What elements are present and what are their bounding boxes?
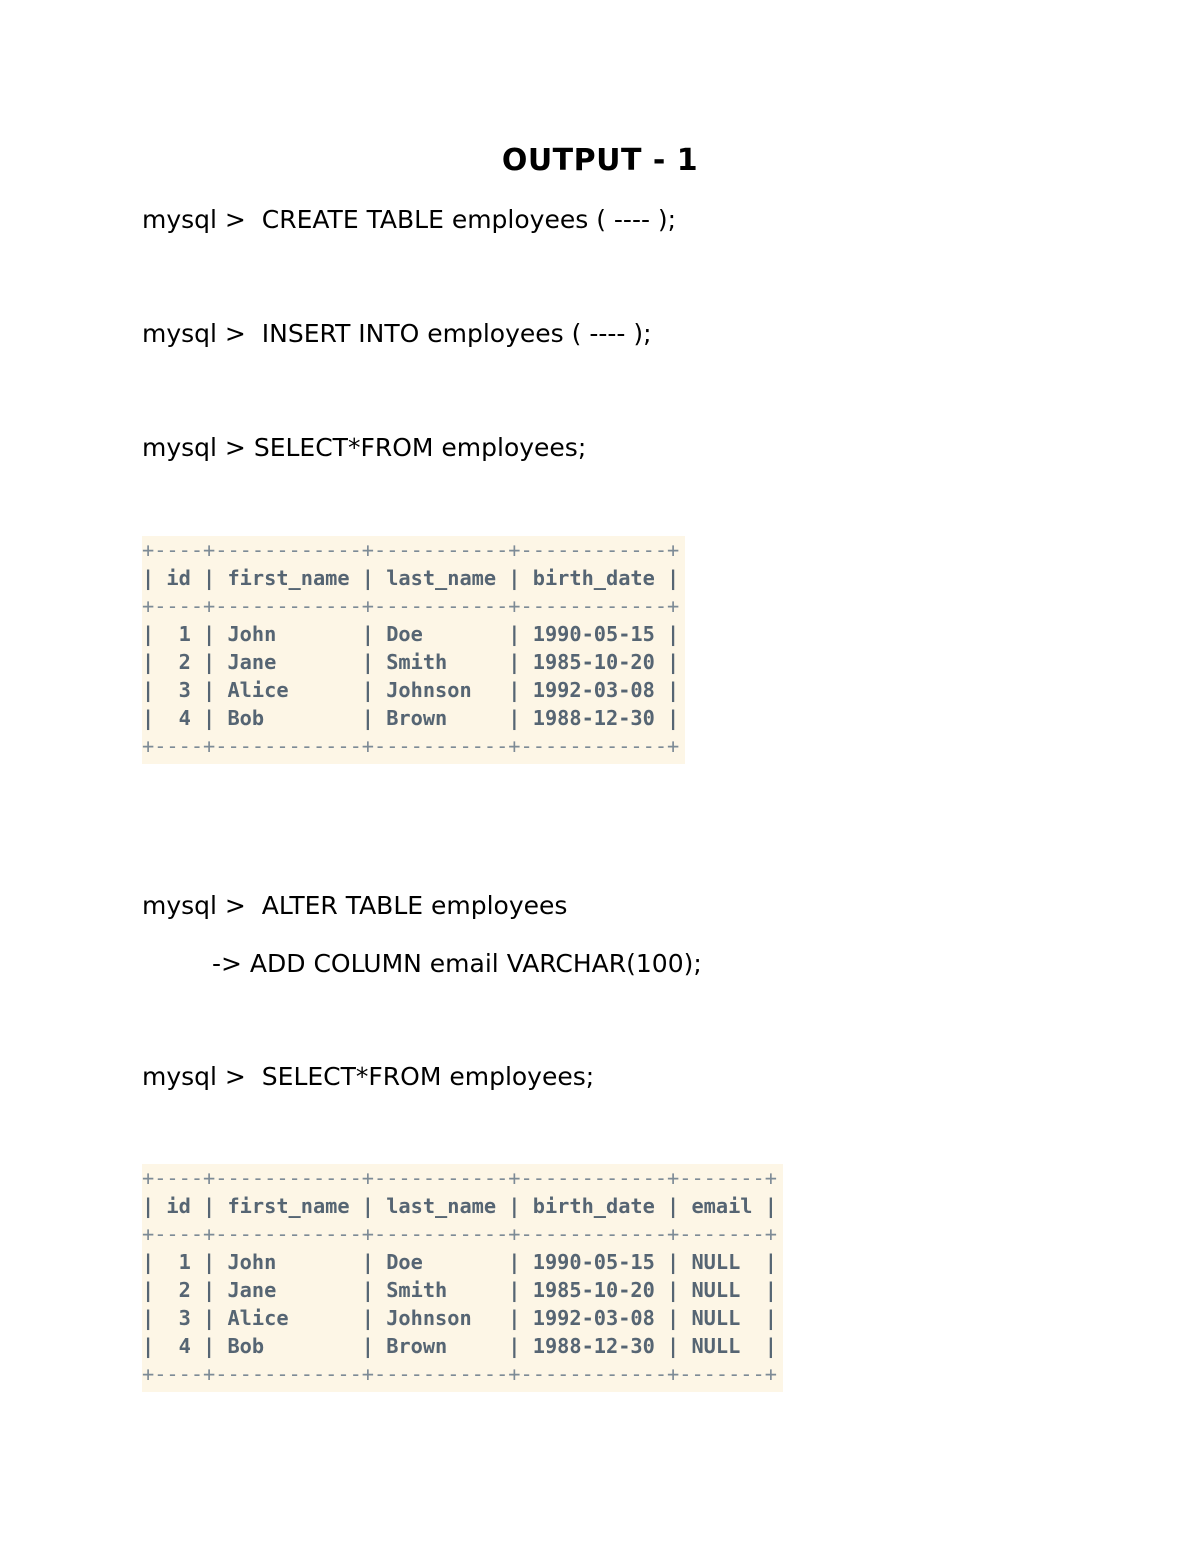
table-row: | 3 | Alice | Johnson | 1992-03-08 | NULL | xyxy=(142,1306,777,1330)
table-border: +----+------------+-----------+------------+ xyxy=(142,538,680,562)
table-row: | 1 | John | Doe | 1990-05-15 | NULL | xyxy=(142,1250,777,1274)
table-row: | 4 | Bob | Brown | 1988-12-30 | NULL | xyxy=(142,1334,777,1358)
add-column-command: -> ADD COLUMN email VARCHAR(100); xyxy=(212,949,702,978)
create-table-command: mysql > CREATE TABLE employees ( ---- ); xyxy=(142,205,677,234)
table-header: | id | first_name | last_name | birth_date | xyxy=(142,566,680,590)
result-table-1 xyxy=(142,536,685,764)
select-command-1: mysql > SELECT*FROM employees; xyxy=(142,433,587,462)
page-title: OUTPUT - 1 xyxy=(501,143,699,178)
insert-into-command: mysql > INSERT INTO employees ( ---- ); xyxy=(142,319,652,348)
table-border: +----+------------+-----------+------------+-------+ xyxy=(142,1166,777,1190)
table-border: +----+------------+-----------+------------+ xyxy=(142,734,680,758)
result-table-2 xyxy=(142,1164,783,1392)
table-row: | 1 | John | Doe | 1990-05-15 | xyxy=(142,622,680,646)
table-row: | 2 | Jane | Smith | 1985-10-20 | NULL | xyxy=(142,1278,777,1302)
table-row: | 4 | Bob | Brown | 1988-12-30 | xyxy=(142,706,680,730)
table-border: +----+------------+-----------+------------+-------+ xyxy=(142,1362,777,1386)
table-row: | 3 | Alice | Johnson | 1992-03-08 | xyxy=(142,678,680,702)
table-row: | 2 | Jane | Smith | 1985-10-20 | xyxy=(142,650,680,674)
table-border: +----+------------+-----------+------------+-------+ xyxy=(142,1222,777,1246)
table-header: | id | first_name | last_name | birth_date | email | xyxy=(142,1194,777,1218)
alter-table-command: mysql > ALTER TABLE employees xyxy=(142,891,568,920)
select-command-2: mysql > SELECT*FROM employees; xyxy=(142,1062,595,1091)
table-border: +----+------------+-----------+------------+ xyxy=(142,594,680,618)
